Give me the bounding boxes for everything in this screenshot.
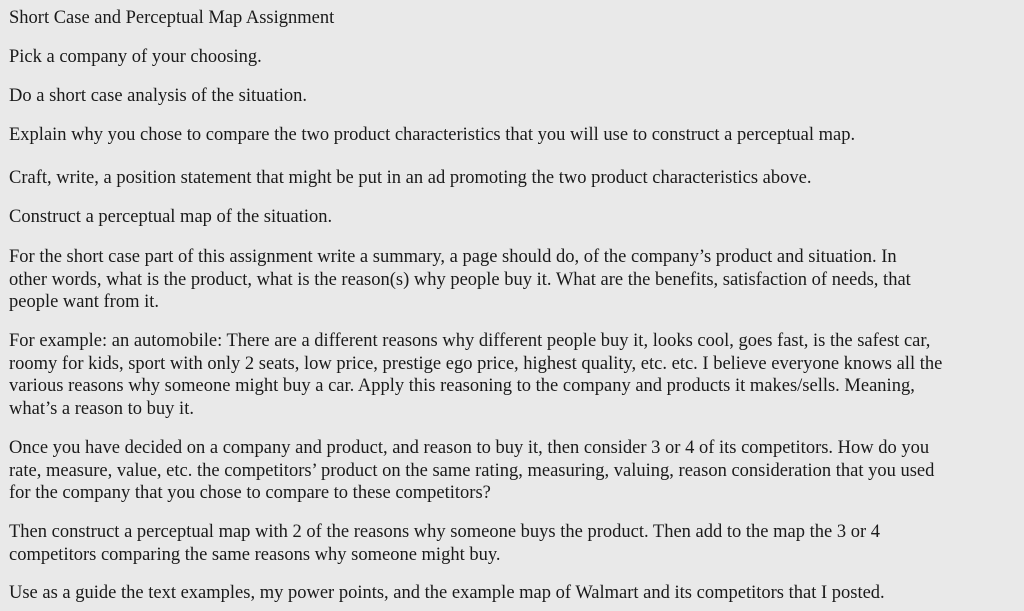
document-title: Short Case and Perceptual Map Assignment [9,8,335,28]
paragraph-line: rate, measure, value, etc. the competitors’ product on the same rating, measuring, valuing, reason consideration that you used [9,460,935,481]
paragraph-line: people want from it. [9,292,160,312]
paragraph-line: Once you have decided on a company and product, and reason to buy it, then consider 3 or 4 of its competitors. How do you [9,438,930,458]
paragraph-line: competitors comparing the same reasons why someone might buy. [9,544,501,565]
paragraph-line: for the company that you chose to compare to these competitors? [9,483,491,503]
paragraph-line: what’s a reason to buy it. [9,398,194,419]
paragraph-competitors [9,437,1021,505]
step-construct-map: Construct a perceptual map of the situation. [9,207,333,227]
paragraph-construct-map [9,521,1021,566]
paragraph-line: For example: an automobile: There are a different reasons why different people buy it, looks cool, goes fast, is the safest car, [9,331,931,351]
step-explain-characteristics: Explain why you chose to compare the two product characteristics that you will use to construct a perceptual map. [9,125,856,145]
paragraph-line: Then construct a perceptual map with 2 of the reasons why someone buys the product. Then add to the map the 3 or 4 [9,522,880,542]
paragraph-line: roomy for kids, sport with only 2 seats, low price, prestige ego price, highest quality, etc. etc. I believe everyone knows all the [9,353,943,374]
step-position-statement: Craft, write, a position statement that might be put in an ad promoting the two product characteristics above. [9,168,812,188]
step-pick-company: Pick a company of your choosing. [9,47,262,67]
paragraph-example-automobile [9,330,1021,420]
paragraph-line: other words, what is the product, what is the reason(s) why people buy it. What are the benefits, satisfaction of needs, that [9,269,911,290]
step-case-analysis: Do a short case analysis of the situation. [9,86,307,106]
paragraph-line: For the short case part of this assignment write a summary, a page should do, of the company’s product and situation. In [9,247,897,267]
paragraph-line: various reasons why someone might buy a car. Apply this reasoning to the company and products it makes/sells. Meaning, [9,376,915,396]
closing-guide: Use as a guide the text examples, my power points, and the example map of Walmart and its competitors that I posted. [9,583,885,603]
paragraph-short-case [9,246,1021,314]
